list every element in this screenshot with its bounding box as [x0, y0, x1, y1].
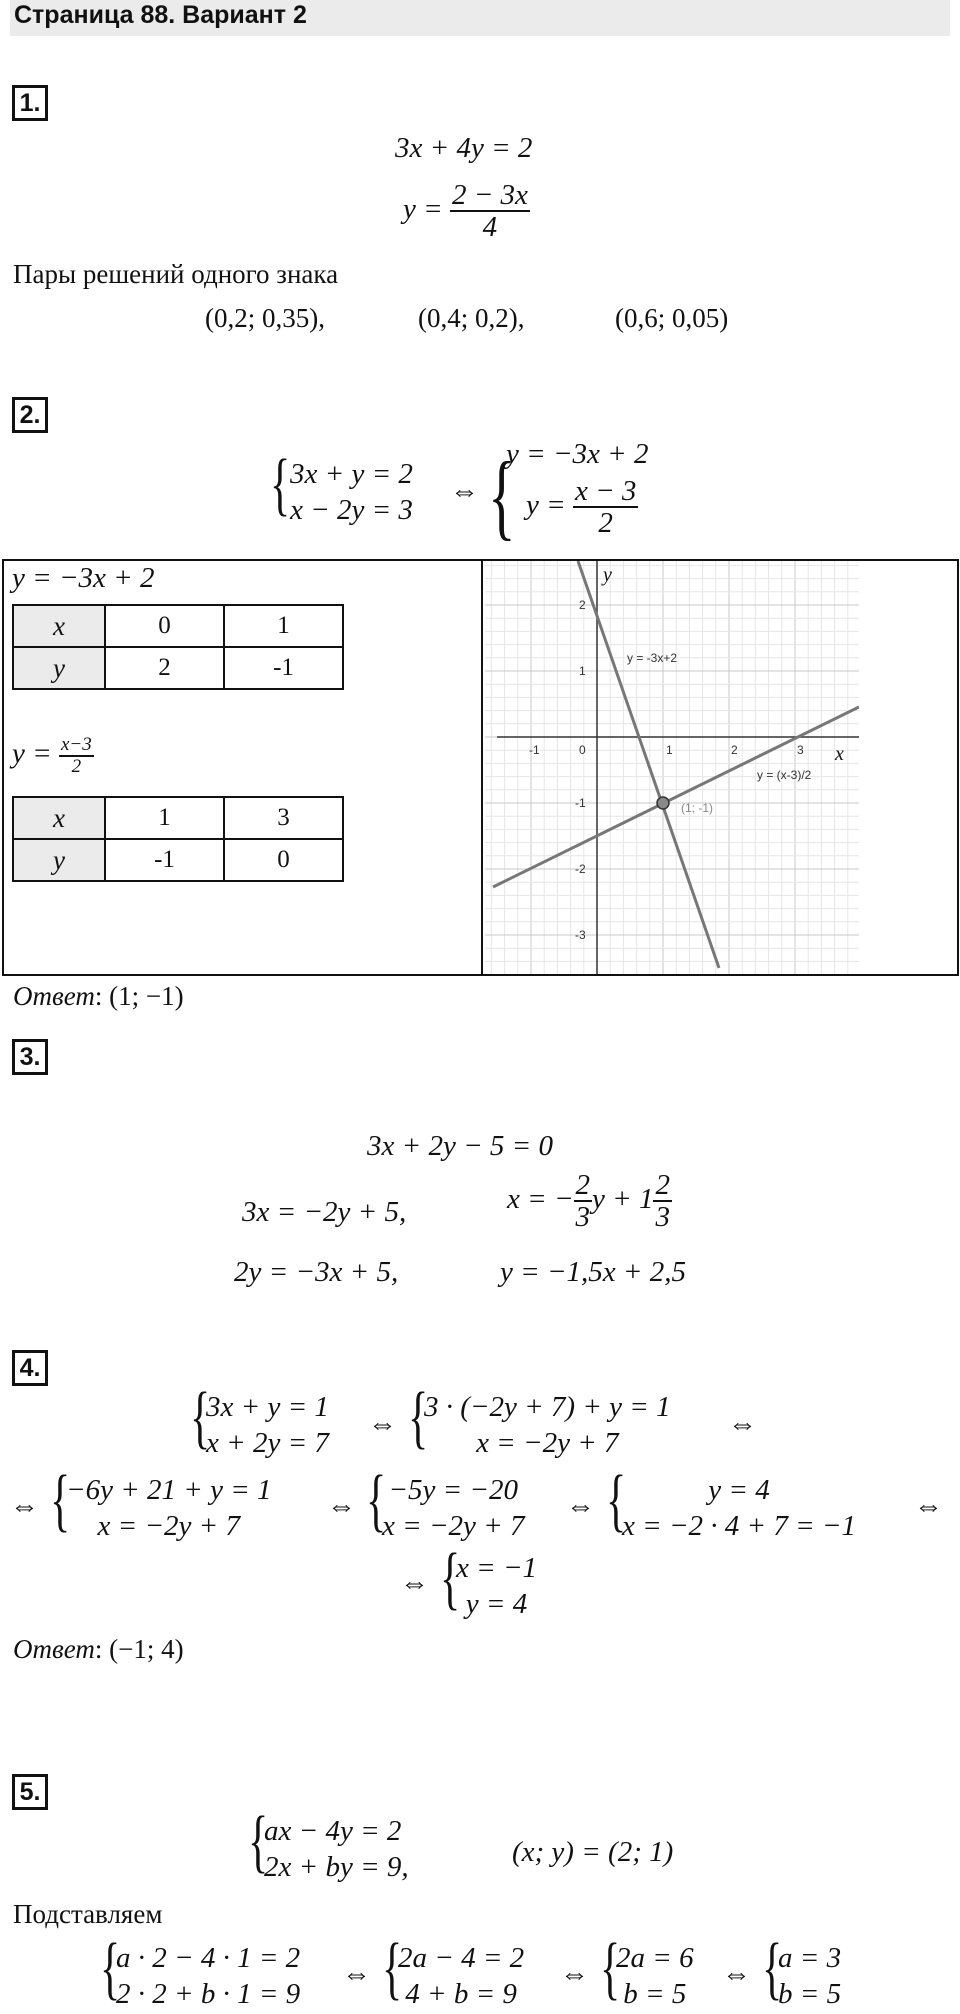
brace-icon: { [488, 442, 516, 549]
t2-divider [481, 559, 483, 976]
t5-system-3 [382, 1930, 562, 2014]
answer-value: : (−1; 4) [94, 1634, 184, 1664]
line-y-minus3x-plus2 [578, 561, 719, 968]
t3-row2-right [507, 1170, 672, 1233]
t4-s1-row1: 3x + y = 1 [206, 1391, 329, 1423]
t5-s3-row2: 4 + b = 9 [405, 1978, 517, 2010]
table-cell: 0 [105, 605, 224, 647]
t1-pairs-label: Пары решений одного знака [13, 259, 339, 289]
brace-icon: { [762, 1930, 783, 2007]
t3-row3-left: 2y = −3x + 5, [234, 1256, 399, 1288]
t4-s6-row1: x = −1 [456, 1552, 538, 1584]
t5-s2-row2: 2 · 2 + b · 1 = 9 [116, 1978, 301, 2010]
equivalence-icon: ⇔ [722, 1958, 751, 1990]
t3-equation: 3x + 2y − 5 = 0 [367, 1130, 553, 1162]
brace-icon: { [248, 1803, 269, 1880]
t2-tbl2-den: 2 [71, 755, 82, 777]
task-number-2: 2. [12, 397, 48, 433]
t2-sys2-lhs: y = [526, 489, 566, 522]
t5-s2-row1: a · 2 − 4 · 1 = 2 [116, 1942, 301, 1974]
table-header-x: x [13, 797, 105, 839]
table-cell: 0 [224, 839, 343, 881]
t5-system-2 [100, 1930, 340, 2014]
equivalence-icon: ⇔ [342, 1958, 371, 1990]
t2-sys2-fraction [573, 476, 638, 539]
t4-s1-row2: x + 2y = 7 [206, 1427, 329, 1459]
t4-s3-row1: −6y + 21 + y = 1 [66, 1474, 272, 1506]
equivalence-icon: ⇔ [914, 1490, 943, 1522]
table-cell: 1 [224, 605, 343, 647]
x-tick-label: 3 [797, 743, 804, 757]
x-tick-label: -1 [529, 743, 540, 757]
t2-value-table-1 [12, 604, 344, 690]
brace-icon: { [50, 1462, 71, 1539]
x-axis-label: x [835, 743, 844, 765]
t1-frac-den: 4 [482, 211, 498, 244]
t5-system-5 [762, 1930, 872, 2014]
t4-system-2 [408, 1379, 728, 1463]
brace-icon: { [440, 1540, 461, 1617]
t4-s6-row2: y = 4 [465, 1588, 528, 1620]
table-header-y: y [13, 839, 105, 881]
equivalence-icon: ⇔ [566, 1490, 595, 1522]
task-number-4: 4. [12, 1350, 48, 1386]
brace-icon: { [100, 1930, 121, 2007]
y-tick-label: -3 [575, 928, 586, 942]
t5-s1-row2 [264, 1849, 409, 1885]
equivalence-icon: ⇔ [400, 1567, 429, 1599]
t4-answer [13, 1634, 184, 1665]
brace-icon: { [408, 1379, 429, 1456]
intersection-point [657, 797, 669, 809]
table-header-x: x [13, 605, 105, 647]
task-number-5: 5. [12, 1774, 48, 1810]
x-tick-label: 0 [579, 743, 586, 757]
t3-frac-num: 2 [655, 1169, 670, 1201]
t1-equation: 3x + 4y = 2 [395, 132, 533, 164]
t5-s4-row2: b = 5 [623, 1978, 687, 2010]
table-cell: -1 [105, 839, 224, 881]
t5-system-1 [248, 1803, 468, 1887]
t3-row2-left: 3x = −2y + 5, [242, 1196, 407, 1228]
t3-pre: x = − [507, 1183, 574, 1216]
t1-pair-1: (0,2; 0,35), [205, 303, 325, 333]
task-number-3: 3. [12, 1039, 48, 1075]
y-tick-label: 2 [579, 598, 586, 612]
t2-graph [485, 561, 859, 974]
t4-system-5 [606, 1462, 906, 1546]
y-tick-label: -2 [575, 862, 586, 876]
brace-icon: { [190, 1379, 211, 1456]
t3-frac-den: 3 [575, 1201, 591, 1234]
line2-label: y = (x-3)/2 [757, 768, 812, 782]
brace-icon: { [270, 446, 291, 523]
brace-icon: { [382, 1930, 403, 2007]
equivalence-icon: ⇔ [10, 1490, 39, 1522]
t5-comma: , [401, 1851, 409, 1883]
t4-s4-row2: x = −2y + 7 [382, 1510, 525, 1542]
t5-s5-row2: b = 5 [778, 1978, 842, 2010]
t1-lhs: y = [403, 193, 443, 226]
t1-expression [403, 180, 530, 243]
x-tick-label: 1 [666, 743, 673, 757]
equivalence-icon: ⇔ [560, 1958, 589, 1990]
t2-answer [13, 981, 184, 1012]
t4-system-3 [50, 1462, 320, 1546]
t3-mid: y + 1 [592, 1183, 654, 1216]
answer-label: Ответ [13, 981, 95, 1011]
t4-s4-row1: −5y = −20 [388, 1474, 519, 1506]
t2-sys2-num: x − 3 [574, 475, 637, 507]
t5-s4-row1: 2a = 6 [616, 1942, 694, 1974]
t5-s5-row1: a = 3 [778, 1942, 842, 1974]
table-cell: 1 [105, 797, 224, 839]
equivalence-icon: ⇔ [728, 1408, 757, 1440]
t4-system-6 [440, 1540, 580, 1624]
brace-icon: { [366, 1462, 387, 1539]
y-tick-label: -1 [575, 796, 586, 810]
t2-tbl2-num: x−3 [60, 734, 92, 755]
t3-fraction-1 [574, 1170, 593, 1233]
t3-frac-num: 2 [575, 1169, 591, 1201]
t5-system-4 [600, 1930, 720, 2014]
t2-sys1-row2: x − 2y = 3 [290, 494, 413, 526]
t2-sys2-den: 2 [598, 507, 613, 540]
t3-row3-right: y = −1,5x + 2,5 [500, 1256, 686, 1288]
t2-sys2-row2 [526, 476, 638, 539]
t1-pair-2: (0,4; 0,2), [418, 303, 525, 333]
t3-fraction-2 [653, 1170, 672, 1233]
y-tick-label: 1 [579, 664, 586, 678]
t4-s5-row1: y = 4 [708, 1474, 770, 1506]
t2-value-table-2 [12, 796, 344, 882]
t4-system-4 [366, 1462, 566, 1546]
x-tick-label: 2 [731, 743, 738, 757]
t4-system-1 [190, 1379, 390, 1463]
t2-system-1 [270, 446, 480, 532]
equivalence-icon: ⇔ [327, 1490, 356, 1522]
task-number-1: 1. [12, 85, 48, 121]
t4-s2-row2: x = −2y + 7 [476, 1427, 619, 1459]
t5-substitute-label: Подставляем [13, 1899, 163, 1929]
table-cell: 2 [105, 647, 224, 689]
t2-sys2-row1: y = −3x + 2 [506, 438, 649, 470]
t2-table1-title: y = −3x + 2 [12, 562, 155, 594]
t3-frac-den: 3 [655, 1201, 670, 1234]
answer-label: Ответ [13, 1634, 95, 1664]
t5-s1-row2-text: 2x + by = 9 [264, 1851, 402, 1883]
t1-pair-3: (0,6; 0,05) [615, 303, 729, 333]
t1-frac-num: 2 − 3x [451, 179, 528, 211]
brace-icon: { [606, 1462, 627, 1539]
y-axis-label: y [603, 564, 612, 586]
t2-system-2 [488, 436, 688, 556]
equivalence-icon: ⇔ [450, 475, 479, 507]
t2-tbl2-fraction [59, 735, 94, 777]
t5-point: (x; y) = (2; 1) [512, 1836, 674, 1868]
t1-fraction [450, 180, 530, 243]
t4-s3-row2: x = −2y + 7 [97, 1510, 240, 1542]
table-header-y: y [13, 647, 105, 689]
t4-s5-row2: x = −2 · 4 + 7 = −1 [622, 1510, 856, 1542]
equivalence-icon: ⇔ [368, 1408, 397, 1440]
t4-s2-row1: 3 · (−2y + 7) + y = 1 [424, 1391, 671, 1423]
t5-s1-row1: ax − 4y = 2 [264, 1815, 402, 1847]
table-cell: -1 [224, 647, 343, 689]
answer-value: : (1; −1) [94, 981, 184, 1011]
table-cell: 3 [224, 797, 343, 839]
brace-icon: { [600, 1930, 621, 2007]
t5-s3-row1: 2a − 4 = 2 [398, 1942, 525, 1974]
line1-label: y = -3x+2 [627, 651, 678, 665]
t2-tbl2-lhs: y = [12, 737, 52, 770]
t2-table2-title [12, 735, 94, 777]
point-label: (1; -1) [681, 801, 714, 815]
page-title: Страница 88. Вариант 2 [14, 1, 307, 29]
t2-sys1-row1: 3x + y = 2 [290, 458, 413, 490]
